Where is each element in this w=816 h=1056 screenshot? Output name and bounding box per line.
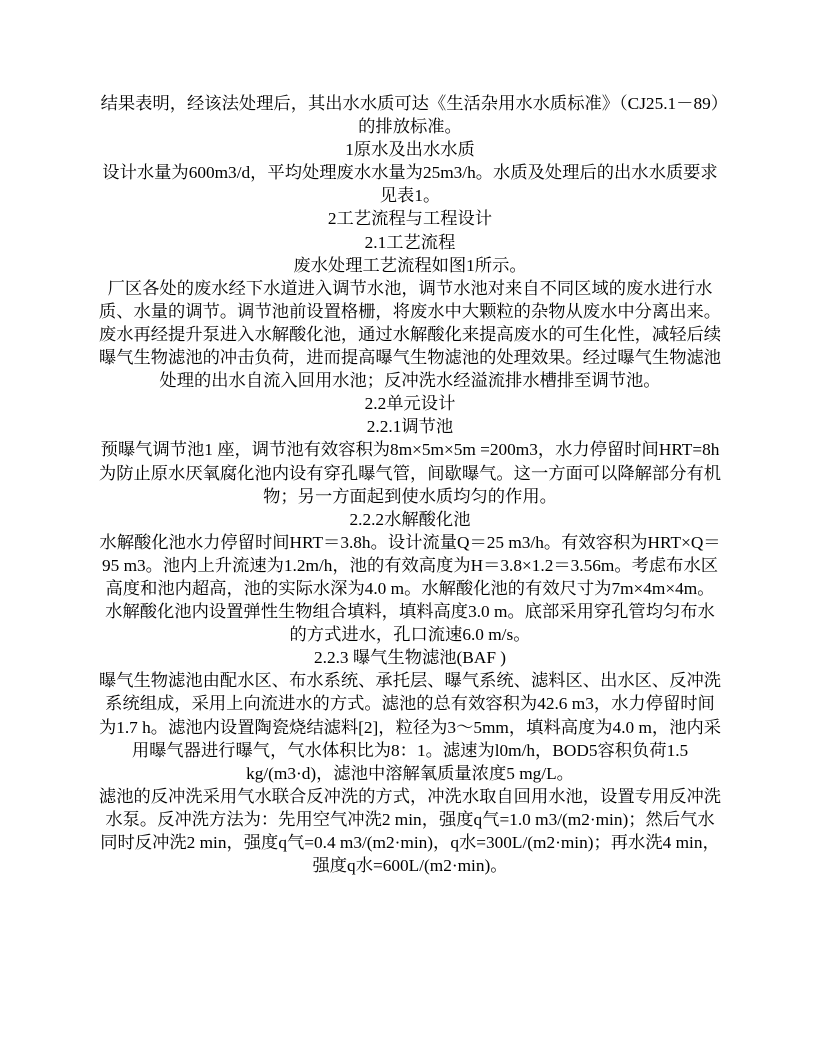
- paragraph-process-description: 厂区各处的废水经下水道进入调节水池，调节水池对来自不同区域的废水进行水质、水量的调节。调节池前设置格栅，将废水中大颗粒的杂物从废水中分离出来。废水再经提升泵进入水解酸化池，通过水解酸化来提高废水的可生化性，减轻后续曝气生物滤池的冲击负荷，进而提高曝气生物滤池的处理效果。经过曝气生物滤池处理的出水自流入回用水池；反冲洗水经溢流排水槽排至调节池。: [98, 278, 722, 391]
- subsection-heading-unit-design: 2.2单元设计: [364, 394, 456, 414]
- subsection-heading-process-flow: 2.1工艺流程: [364, 232, 456, 252]
- paragraph-baf-design: 曝气生物滤池由配水区、布水系统、承托层、曝气系统、滤料区、出水区、反冲洗系统组成，采用上向流进水的方式。滤池的总有效容积为42.6 m3，水力停留时间为1.7 h。滤池内设置陶瓷烧结滤料[2]，粒径为3～5mm，填料高度为4.0 m，池内采用曝气器进行曝气，气水体积比为8：1。滤速为l0m/h，BOD5容积负荷1.5 kg/(m3·d)，滤池中溶解氧质量浓度5 mg/L。: [98, 671, 722, 783]
- paragraph-hydrolysis-tank: 水解酸化池水力停留时间HRT＝3.8h。设计流量Q＝25 m3/h。有效容积为HRT×Q＝95 m3。池内上升流速为1.2m/h，池的有效高度为H＝3.8×1.2＝3.56m。考虑布水区高度和池内超高，池的实际水深为4.0 m。水解酸化池的有效尺寸为7m×4m×4m。水解酸化池内设置弹性生物组合填料，填料高度3.0 m。底部采用穿孔管均匀布水的方式进水，孔口流速6.0 m/s。: [99, 532, 721, 645]
- subsubsection-heading-hydrolysis-tank: 2.2.2水解酸化池: [349, 509, 471, 529]
- paragraph-backwash: 滤池的反冲洗采用气水联合反冲洗的方式，冲洗水取自回用水池，设置专用反冲洗水泵。反冲洗方法为：先用空气冲洗2 min，强度q气=1.0 m3/(m2·min)；然后气水同时反冲洗2 min，强度q气=0.4 m3/(m2·min)，q水=300L/(m2·min)；再水洗4 min，强度q水=600L/(m2·min)。: [98, 786, 722, 876]
- section-heading-process: 2工艺流程与工程设计: [327, 209, 493, 229]
- subsubsection-heading-baf: 2.2.3 曝气生物滤池(BAF ): [313, 648, 507, 668]
- paragraph-figure-reference: 废水处理工艺流程如图1所示。: [293, 255, 527, 275]
- paragraph-design-flow: 设计水量为600m3/d，平均处理废水水量为25m3/h。水质及处理后的出水水质要求见表1。: [102, 163, 718, 206]
- subsubsection-heading-regulating-tank: 2.2.1调节池: [366, 417, 454, 437]
- paragraph-regulating-tank: 预曝气调节池1 座，调节池有效容积为8m×5m×5m =200m3，水力停留时间HRT=8h为防止原水厌氧腐化池内设有穿孔曝气管，间歇曝气。这一方面可以降解部分有机物；另一方面起到使水质均匀的作用。: [98, 440, 722, 506]
- section-heading-raw-water: 1原水及出水水质: [345, 140, 475, 160]
- paragraph-conclusion: 结果表明，经该法处理后，其出水水质可达《生活杂用水水质标准》（CJ25.1－89）的排放标准。: [100, 94, 720, 137]
- document-page: [98, 92, 722, 877]
